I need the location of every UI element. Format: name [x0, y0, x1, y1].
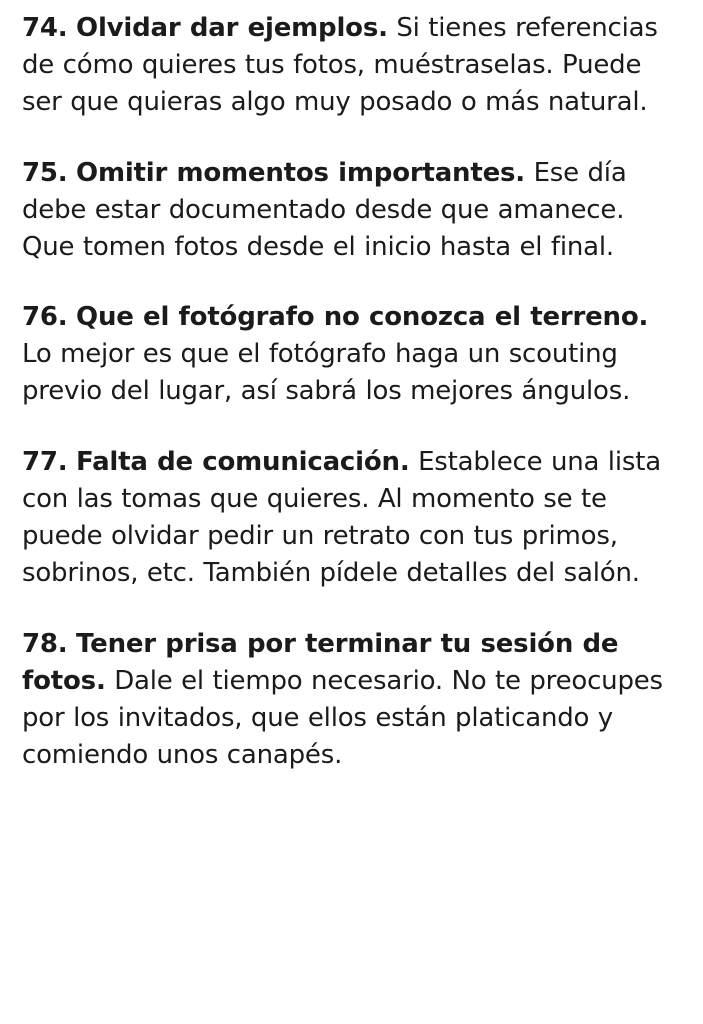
list-item — [22, 155, 677, 266]
item-number: 76. — [22, 302, 68, 333]
item-lead: Olvidar dar ejemplos. — [76, 13, 388, 43]
item-number: 74. — [22, 13, 68, 43]
item-lead: Falta de comunicación. — [76, 447, 410, 478]
item-lead: Tener prisa por terminar tu sesión de fotos. — [22, 628, 619, 696]
list-item — [22, 626, 677, 774]
list-item — [22, 299, 677, 410]
item-number: 77. — [22, 447, 68, 478]
item-body: Establece una lista con las tomas que quieres. Al momento se te puede olvidar pedir un retrato con tus primos, sobrinos, etc. También pídele detalles del salón. — [22, 447, 661, 588]
item-lead: Omitir momentos importantes. — [76, 157, 525, 188]
item-number: 78. — [22, 628, 68, 659]
item-body: Dale el tiempo necesario. No te preocupes por los invitados, que ellos están platicando y comiendo unos canapés. — [22, 665, 663, 770]
list-item — [22, 444, 677, 592]
page-bottom-edge — [0, 1020, 703, 1024]
list-item — [22, 10, 677, 121]
item-body: Si tienes referencias de cómo quieres tus fotos, muéstraselas. Puede ser que quieras algo muy posado o más natural. — [22, 13, 658, 117]
item-body: Ese día debe estar documentado desde que amanece. Que tomen fotos desde el inicio hasta el final. — [22, 157, 627, 262]
item-body: Lo mejor es que el fotógrafo haga un scouting previo del lugar, así sabrá los mejores ángulos. — [22, 339, 631, 407]
item-number: 75. — [22, 157, 68, 188]
item-lead: Que el fotógrafo no conozca el terreno. — [76, 302, 649, 333]
